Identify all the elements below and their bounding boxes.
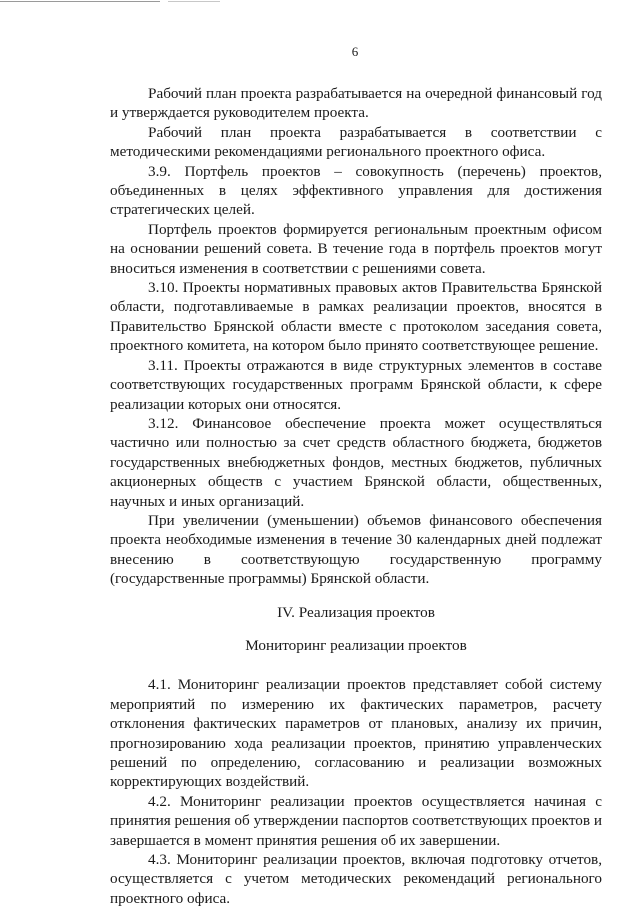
page-number: 6 (351, 44, 359, 59)
paragraph: Рабочий план проекта разрабатывается в соответствии с методическими рекомендациями регионального проектного офиса. (110, 123, 602, 161)
paragraph: Портфель проектов формируется региональным проектным офисом на основании решений совета. В течение года в портфель проектов могут вноситься изменения в соответствии с решениями совета. (110, 220, 602, 277)
scan-artifact-line (168, 1, 220, 2)
paragraph: При увеличении (уменьшении) объемов финансового обеспечения проекта необходимые изменения в течение 30 календарных дней подлежат внесению в соответствующую государственную программу (государственные программы) Брянской области. (110, 511, 602, 588)
scan-artifact-line (0, 1, 160, 2)
paragraph: 3.12. Финансовое обеспечение проекта может осуществляться частично или полностью за счет средств областного бюджета, бюджетов государственных внебюджетных фондов, местных бюджетов, публичных акционерных обществ с участием Брянской области, общественных, научных и иных организаций. (110, 414, 602, 510)
paragraph: 4.1. Мониторинг реализации проектов представляет собой систему мероприятий по измерению их фактических параметров, расчету отклонения фактических параметров от плановых, анализу их причин, прогнозированию хода реализации проектов, принятию управленческих решений по определению, согласованию и реализации возможных корректирующих воздействий. (110, 676, 602, 791)
paragraph: 3.9. Портфель проектов – совокупность (перечень) проектов, объединенных в целях эффективного управления для достижения стратегических целей. (110, 162, 602, 219)
subsection-heading: Мониторинг реализации проектов (245, 636, 467, 654)
section-heading: IV. Реализация проектов (277, 603, 435, 621)
paragraph: 4.2. Мониторинг реализации проектов осуществляется начиная с принятия решения об утверждении паспортов соответствующих проектов и завершается в момент принятия решения об их завершении. (110, 792, 602, 849)
document-body (110, 84, 602, 908)
paragraph: Рабочий план проекта разрабатывается на очередной финансовый год и утверждается руководителем проекта. (110, 85, 602, 122)
paragraph: 3.11. Проекты отражаются в виде структурных элементов в составе соответствующих государственных программ Брянской области, к сфере реализации которых они относятся. (110, 356, 602, 413)
paragraph: 4.3. Мониторинг реализации проектов, включая подготовку отчетов, осуществляется с учетом методических рекомендаций регионального проектного офиса. (110, 851, 602, 907)
paragraph: 3.10. Проекты нормативных правовых актов Правительства Брянской области, подготавливаемые в рамках реализации проектов, вносятся в Правительство Брянской области вместе с протоколом заседания совета, проектного комитета, на котором было принято соответствующее решение. (110, 279, 602, 355)
